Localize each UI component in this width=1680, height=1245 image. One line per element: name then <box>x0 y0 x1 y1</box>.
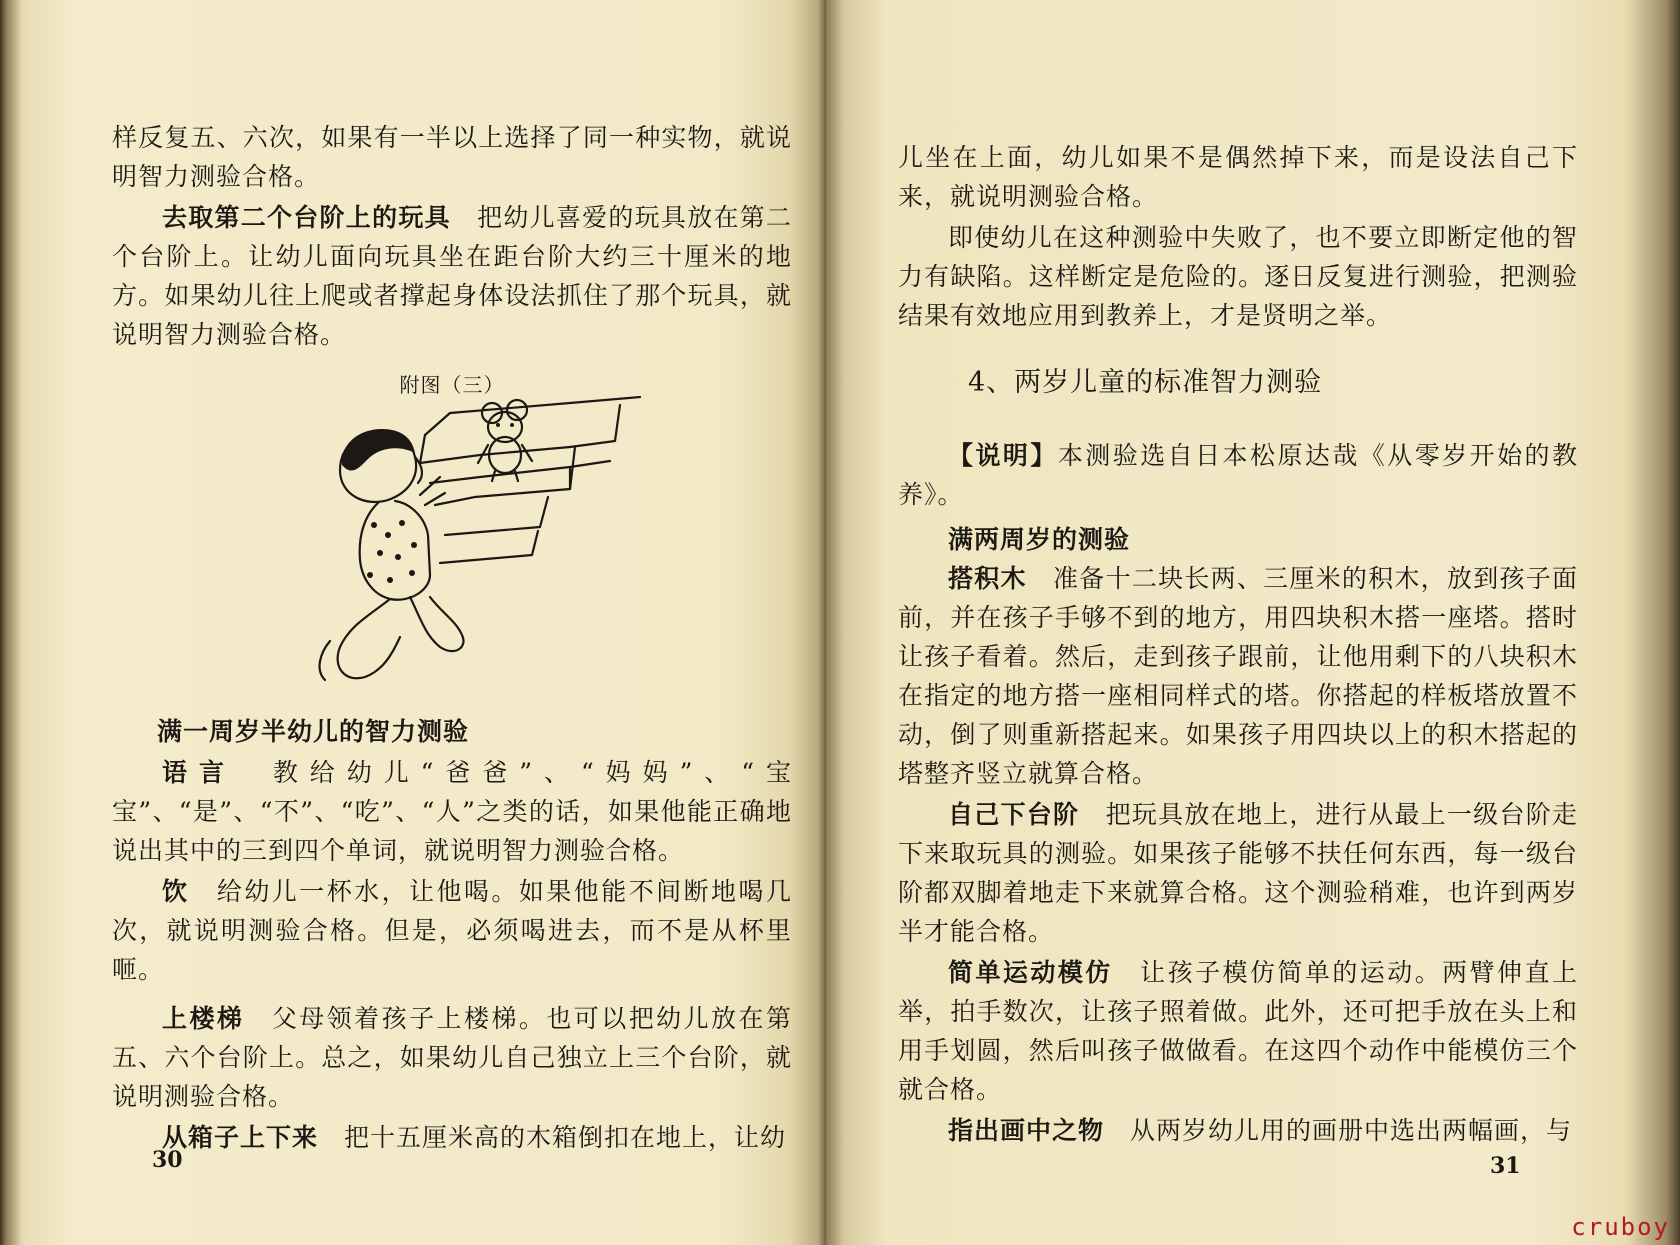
item-text: 父母领着孩子上楼梯。也可以把幼儿放在第五、六个台阶上。总之，如果幼儿自己独立上三个台阶，就说明测验合格。 <box>112 1004 792 1111</box>
note-paragraph <box>898 436 1578 514</box>
left-paragraph-6 <box>112 1118 792 1157</box>
left-page-text-lower <box>112 712 792 1157</box>
left-page <box>0 0 826 1245</box>
item-text: 让孩子模仿简单的运动。两臂伸直上举，拍手数次，让孩子照着做。此外，还可把手放在头上和用手划圆，然后叫孩子做做看。在这四个动作中能模仿三个就合格。 <box>898 958 1578 1104</box>
left-section-heading: 满一周岁半幼儿的智力测验 <box>157 717 470 746</box>
left-paragraph-2 <box>112 198 792 354</box>
item-title: 语言 <box>162 758 236 787</box>
item-title: 去取第二个台阶上的玩具 <box>162 203 451 232</box>
left-paragraph-1: 样反复五、六次，如果有一半以上选择了同一种实物，就说明智力测验合格。 <box>112 123 792 191</box>
left-paragraph-5 <box>112 999 792 1116</box>
note-text: 本测验选自日本松原达哉《从零岁开始的教养》。 <box>898 441 1578 509</box>
right-paragraph-3 <box>898 559 1578 793</box>
right-paragraph-5 <box>898 953 1578 1109</box>
item-text: 给幼儿一杯水，让他喝。如果他能不间断地喝几次，就说明测验合格。但是，必须喝进去，而不是从杯里咂。 <box>112 877 792 984</box>
figure-caption: 附图（三） <box>399 373 505 397</box>
item-title: 指出画中之物 <box>948 1116 1105 1145</box>
item-title: 上楼梯 <box>162 1004 245 1033</box>
right-page <box>826 0 1680 1245</box>
right-paragraph-6 <box>898 1111 1578 1150</box>
item-text: 把十五厘米高的木箱倒扣在地上，让幼 <box>344 1123 787 1152</box>
right-paragraph-4 <box>898 795 1578 951</box>
item-title: 简单运动模仿 <box>948 958 1113 987</box>
item-text: 教给幼儿“爸爸”、“妈妈”、“宝宝”、“是”、“不”、“吃”、“人”之类的话，如果他能正确地说出其中的三到四个单词，就说明智力测验合格。 <box>112 758 792 865</box>
item-title: 搭积木 <box>948 564 1027 593</box>
left-paragraph-3 <box>112 753 792 870</box>
left-paragraph-4 <box>112 872 792 989</box>
item-text: 把玩具放在地上，进行从最上一级台阶走下来取玩具的测验。如果孩子能够不扶任何东西，每一级台阶都双脚着地走下来就算合格。这个测验稍难，也许到两岁半才能合格。 <box>898 800 1578 946</box>
page-number: 30 <box>152 1147 183 1173</box>
item-text: 准备十二块长两、三厘米的积木，放到孩子面前，并在孩子手够不到的地方，用四块积木搭一座塔。搭时让孩子看着。然后，走到孩子跟前，让他用剩下的八块积木在指定的地方搭一座相同样式的塔。你搭起的样板塔放置不动，倒了则重新搭起来。如果孩子用四块以上的积木搭起的塔整齐竖立就算合格。 <box>898 564 1578 788</box>
item-title: 自己下台阶 <box>948 800 1080 829</box>
item-title: 饮 <box>162 877 190 906</box>
page-number: 31 <box>1490 1153 1521 1179</box>
right-section-heading: 满两周岁的测验 <box>948 525 1131 554</box>
item-text: 把幼儿喜爱的玩具放在第二个台阶上。让幼儿面向玩具坐在距台阶大约三十厘米的地方。如果幼儿往上爬或者撑起身体设法抓住了那个玩具，就说明智力测验合格。 <box>112 203 792 349</box>
section-title: 4、两岁儿童的标准智力测验 <box>968 367 1323 398</box>
right-page-text <box>898 138 1578 1150</box>
child-climbing-stairs-illustration <box>270 385 660 685</box>
watermark: cruboy <box>1571 1213 1670 1241</box>
item-title: 从箱子上下来 <box>162 1123 319 1152</box>
item-text: 从两岁幼儿用的画册中选出两幅画，与 <box>1130 1116 1573 1145</box>
right-paragraph-1: 儿坐在上面，幼儿如果不是偶然掉下来，而是设法自己下来，就说明测验合格。 <box>898 143 1578 211</box>
note-label: 【说明】 <box>948 441 1058 470</box>
right-paragraph-2: 即使幼儿在这种测验中失败了，也不要立即断定他的智力有缺陷。这样断定是危险的。逐日反复进行测验，把测验结果有效地应用到教养上，才是贤明之举。 <box>898 223 1578 330</box>
left-page-text <box>112 118 792 405</box>
